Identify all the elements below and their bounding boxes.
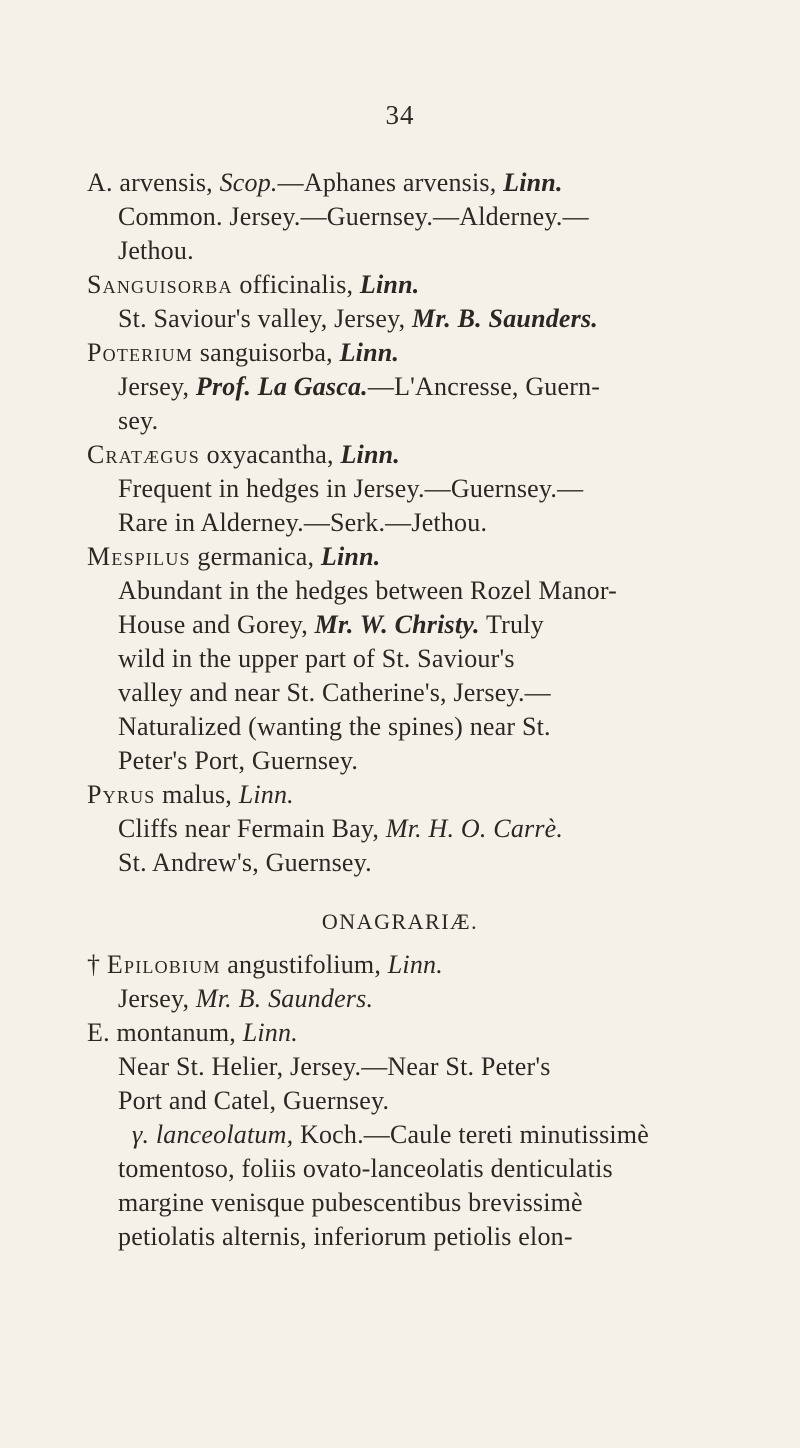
author-citation: Linn. [242, 1018, 298, 1047]
description-text: Koch.—Caule tereti minutissimè [293, 1120, 649, 1149]
locality-line: Common. Jersey.—Guernsey.—Alderney.— [118, 202, 589, 231]
author-citation: Prof. La Gasca. [195, 372, 368, 401]
genus-name: Poterium [87, 338, 194, 367]
entry-line [87, 168, 563, 198]
entry-line [87, 338, 399, 368]
locality-line: Port and Catel, Guernsey. [118, 1086, 390, 1115]
genus-name: Epilobium [106, 950, 221, 979]
author-citation: Linn. [339, 338, 400, 367]
locality-text: St. Saviour's valley, Jersey, [118, 304, 412, 333]
locality-line: Near St. Helier, Jersey.—Near St. Peter's [118, 1052, 551, 1081]
locality-line [118, 372, 600, 402]
author-citation: Linn. [503, 168, 563, 197]
locality-line: Frequent in hedges in Jersey.—Guernsey.— [118, 474, 584, 503]
locality-line [118, 984, 373, 1014]
author-citation: Mr. W. Christy. [314, 610, 480, 639]
species-name: angustifolium, [220, 950, 388, 979]
species-name: montanum, [109, 1018, 243, 1047]
author-citation: Linn. [387, 950, 443, 979]
author-citation: Linn. [320, 542, 381, 571]
locality-line: Abundant in the hedges between Rozel Manor- [118, 576, 618, 605]
description-line: margine venisque pubescentibus brevissimè [118, 1188, 583, 1217]
locality-line: Peter's Port, Guernsey. [118, 746, 359, 775]
genus-name: A. [87, 168, 113, 197]
genus-name: E. [87, 1018, 110, 1047]
species-name: germanica, [190, 542, 321, 571]
locality-line: Jethou. [118, 236, 194, 265]
species-name: malus, [155, 780, 239, 809]
variety-name: γ. lanceolatum, [132, 1120, 294, 1149]
entry-line [87, 440, 400, 470]
locality-text: Jersey, [118, 372, 196, 401]
entry-line [87, 950, 443, 980]
genus-name: Mespilus [87, 542, 191, 571]
author-citation: Mr. B. Saunders. [412, 304, 598, 333]
locality-line: valley and near St. Catherine's, Jersey.— [118, 678, 551, 707]
species-name: arvensis, [112, 168, 220, 197]
variety-line [132, 1120, 649, 1150]
genus-name: Cratægus [87, 440, 200, 469]
species-name: sanguisorba, [193, 338, 340, 367]
species-name: officinalis, [232, 270, 360, 299]
locality-text: Jersey, [118, 984, 196, 1013]
entry-line [87, 270, 419, 300]
section-heading: ONAGRARIÆ. [321, 909, 479, 934]
entry-line [87, 542, 380, 572]
author-citation: Linn. [359, 270, 420, 299]
entry-line [87, 1018, 298, 1048]
author-citation: Mr. B. Saunders. [195, 984, 374, 1013]
author-citation: Linn. [238, 780, 294, 809]
locality-line [118, 814, 563, 844]
locality-line [118, 304, 598, 334]
author-citation: Scop. [219, 168, 278, 197]
locality-text: —L'Ancresse, Guern- [367, 372, 601, 401]
dagger-mark: † [87, 950, 107, 979]
entry-line [87, 780, 294, 810]
locality-line: sey. [118, 406, 159, 435]
locality-line: St. Andrew's, Guernsey. [118, 848, 372, 877]
locality-text: Truly [479, 610, 544, 639]
genus-name: Sanguisorba [87, 270, 233, 299]
synonym-text: —Aphanes arvensis, [277, 168, 504, 197]
author-citation: Mr. H. O. Carrè. [385, 814, 564, 843]
locality-line: Rare in Alderney.—Serk.—Jethou. [118, 508, 488, 537]
species-name: oxyacantha, [199, 440, 341, 469]
description-line: tomentoso, foliis ovato-lanceolatis denticulatis [118, 1154, 613, 1183]
locality-text: Cliffs near Fermain Bay, [118, 814, 386, 843]
locality-line: Naturalized (wanting the spines) near St. [118, 712, 551, 741]
locality-line [118, 610, 544, 640]
page-number: 34 [385, 100, 415, 130]
locality-line: wild in the upper part of St. Saviour's [118, 644, 515, 673]
author-citation: Linn. [340, 440, 400, 469]
description-line: petiolatis alternis, inferiorum petiolis elon- [118, 1222, 573, 1251]
locality-text: House and Gorey, [118, 610, 315, 639]
genus-name: Pyrus [87, 780, 156, 809]
